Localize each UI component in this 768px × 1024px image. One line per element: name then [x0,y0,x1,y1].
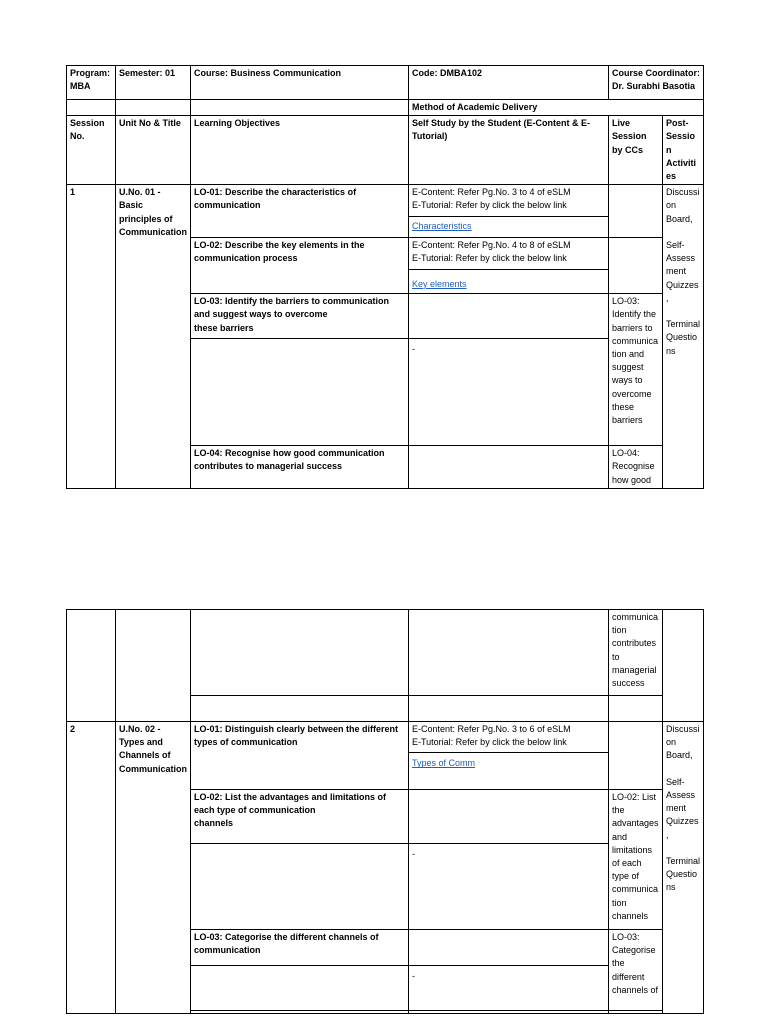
col-objectives: Learning Objectives [191,116,409,185]
col-self-study: Self Study by the Student (E-Content & E-Tutorial) [409,116,609,185]
live-session-text: LO-03: Identify the barriers to communication and suggest ways to overcome these barriers [609,294,663,446]
session-number: 1 [67,185,116,489]
types-of-comm-link[interactable]: Types of Comm [412,758,476,769]
semester-cell: Semester: 01 [116,66,191,100]
table-row [67,610,704,696]
etutorial-text: E-Tutorial: Refer by click the below link [412,253,567,264]
lo-objective: LO-03: Identify the barriers to communication and suggest ways to overcome these barriers [191,294,409,339]
session-number: 2 [67,722,116,1014]
delivery-row [67,100,704,116]
dash-text: - [409,844,609,930]
col-session: Session No. [67,116,116,185]
characteristics-link[interactable]: Characteristics [412,220,472,231]
lo-objective: LO-02: List the advantages and limitations of each type of communication channels [191,790,409,844]
lo-objective: LO-01: Describe the characteristics of communication [191,185,409,238]
col-post: Post-Session Activities [663,116,704,185]
col-unit: Unit No & Title [116,116,191,185]
header-row [67,66,704,100]
dash-text: - [409,966,609,1011]
key-elements-link[interactable]: Key elements [412,278,467,289]
table-row [67,722,704,790]
post-session-activities: Discussion Board, Self-Assessment Quizzes, Terminal Questions [663,722,704,1014]
delivery-method-heading: Method of Academic Delivery [409,100,704,116]
column-header-row [67,116,704,185]
live-session-text: communication contributes to managerial success [609,610,663,696]
dash-text: - [409,339,609,446]
self-study-cell [409,238,609,294]
lo-objective: LO-04: Recognise how good communication contributes to managerial success [191,446,409,489]
etutorial-text: E-Tutorial: Refer by click the below link [412,200,567,211]
coordinator-cell: Course Coordinator: Dr. Surabhi Basotia [609,66,704,100]
lo-objective: LO-03: Categorise the different channels of communication [191,930,409,966]
post-session-activities: Discussion Board, Self-Assessment Quizzes, Terminal Questions [663,185,704,489]
live-session-text: LO-04: Recognise how good [609,446,663,489]
econtent-text: E-Content: Refer Pg.No. 3 to 4 of eSLM [412,187,571,198]
col-live: Live Session by CCs [609,116,663,185]
self-study-cell [409,722,609,790]
unit-title: U.No. 02 - Types and Channels of Communication [116,722,191,1014]
program-cell: Program: MBA [67,66,116,100]
self-study-cell [409,185,609,238]
lo-objective: LO-02: Describe the key elements in the communication process [191,238,409,294]
code-cell: Code: DMBA102 [409,66,609,100]
course-table-page-1 [66,65,703,489]
course-cell: Course: Business Communication [191,66,409,100]
unit-title: U.No. 01 - Basic principles of Communication [116,185,191,489]
course-table-page-2 [66,609,703,1014]
lo-objective: LO-01: Distinguish clearly between the different types of communication [191,722,409,790]
etutorial-text: E-Tutorial: Refer by click the below link [412,737,567,748]
econtent-text: E-Content: Refer Pg.No. 4 to 8 of eSLM [412,240,571,251]
econtent-text: E-Content: Refer Pg.No. 3 to 6 of eSLM [412,724,571,734]
live-session-text: LO-02: List the advantages and limitations of each type of communication channels [609,790,663,930]
table-row [67,185,704,238]
live-session-text: LO-03: Categorise the different channels of [609,930,663,1011]
